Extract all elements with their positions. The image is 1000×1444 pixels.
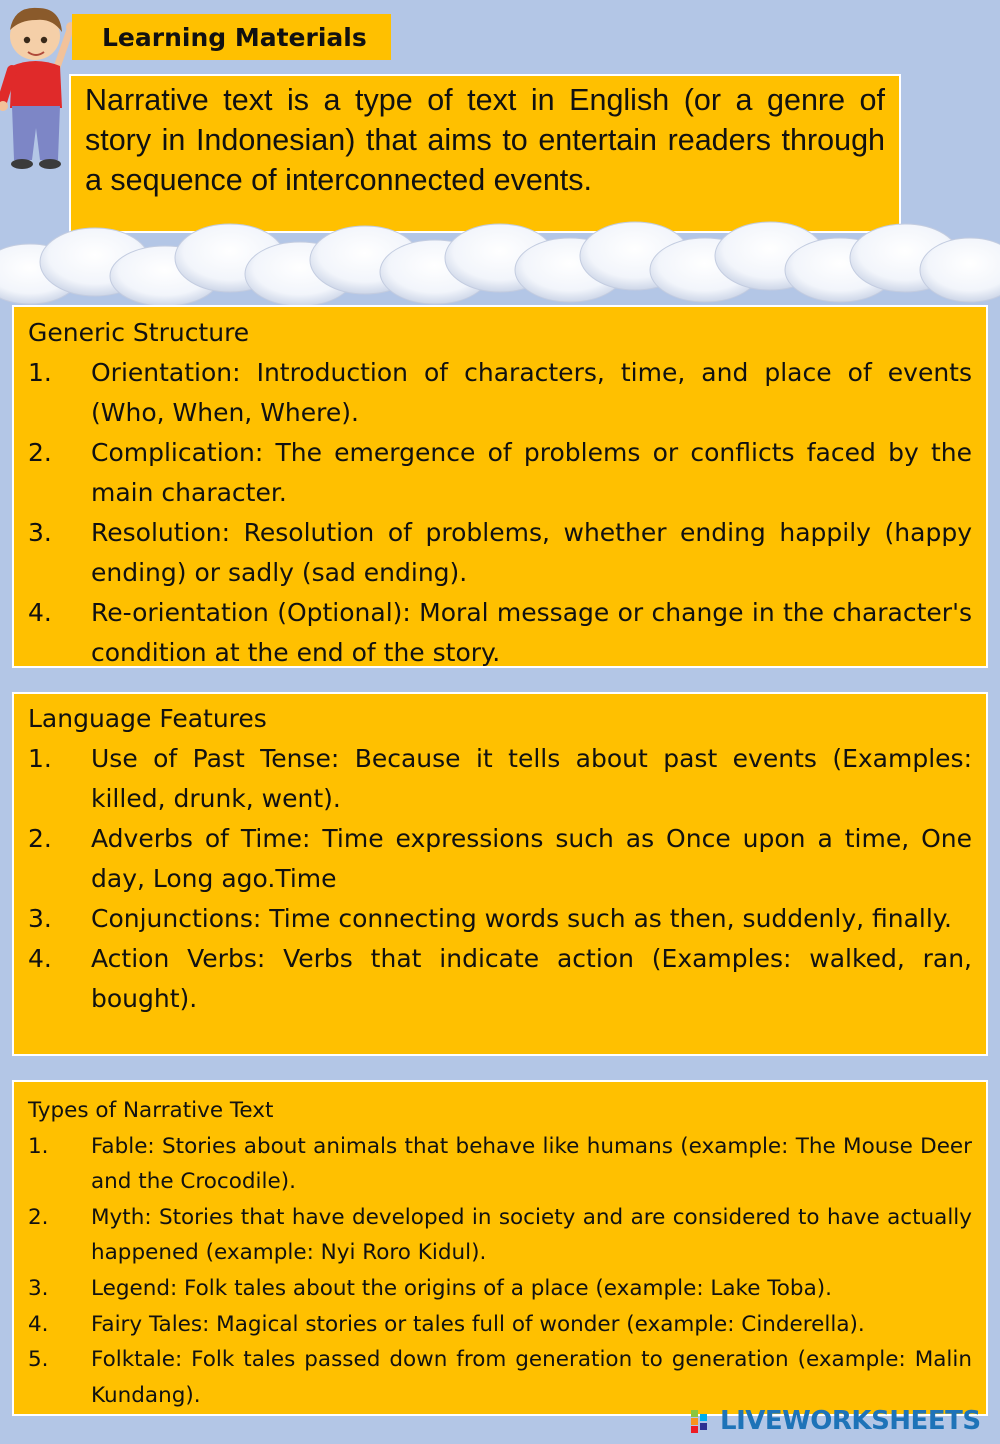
boy-illustration — [0, 0, 80, 172]
cloud-divider — [0, 212, 1000, 318]
item-number: 5. — [28, 1347, 49, 1373]
item-text: Folktale: Folk tales passed down from generation to generation (example: Malin Kundang). — [91, 1347, 972, 1408]
liveworksheets-logo[interactable] — [690, 1403, 995, 1439]
list-item — [28, 939, 972, 1019]
item-number: 4. — [28, 944, 52, 973]
item-text: Adverbs of Time: Time expressions such as Once upon a time, One day, Long ago.Time — [91, 824, 972, 893]
list-item — [28, 433, 972, 513]
list-item — [28, 513, 972, 593]
liveworksheets-logo-icon — [690, 1408, 716, 1434]
item-number: 2. — [28, 438, 52, 467]
item-text: Myth: Stories that have developed in society and are considered to have actually happened (example: Nyi Roro Kidul). — [91, 1204, 972, 1266]
item-text: Legend: Folk tales about the origins of a place (example: Lake Toba). — [91, 1275, 832, 1301]
list-item — [28, 353, 972, 433]
item-number: 4. — [28, 598, 52, 627]
types-box — [12, 1080, 988, 1416]
list-item — [28, 819, 972, 899]
page-title: Learning Materials — [102, 23, 367, 52]
logo-text: LIVEWORKSHEETS — [720, 1406, 981, 1436]
item-text: Conjunctions: Time connecting words such as then, suddenly, finally. — [91, 904, 952, 933]
item-text: Orientation: Introduction of characters, time, and place of events (Who, When, Where). — [91, 358, 972, 427]
item-number: 4. — [28, 1311, 49, 1337]
list-item — [28, 1271, 972, 1307]
item-number: 2. — [28, 1204, 49, 1230]
item-number: 3. — [28, 518, 52, 547]
language-features-box — [12, 692, 988, 1056]
language-features-heading: Language Features — [28, 704, 267, 733]
language-features-list — [28, 739, 972, 1019]
item-text: Re-orientation (Optional): Moral message or change in the character's condition at the end of the story. — [91, 598, 972, 667]
learning-materials-tag — [72, 14, 391, 60]
list-item — [28, 899, 972, 939]
list-item — [28, 739, 972, 819]
item-number: 1. — [28, 358, 52, 387]
list-item — [28, 1307, 972, 1343]
list-item — [28, 1129, 972, 1200]
item-number: 3. — [28, 1275, 49, 1301]
item-number: 1. — [28, 744, 52, 773]
item-text: Action Verbs: Verbs that indicate action (Examples: walked, ran, bought). — [91, 944, 972, 1013]
definition-box — [69, 74, 901, 233]
definition-text: Narrative text is a type of text in English (or a genre of story in Indonesian) that aims to entertain readers through a sequence of interconnected events. — [85, 83, 885, 197]
generic-structure-box — [12, 305, 988, 668]
item-text: Use of Past Tense: Because it tells about past events (Examples: killed, drunk, went). — [91, 744, 972, 813]
list-item — [28, 1200, 972, 1271]
generic-structure-list — [28, 353, 972, 673]
item-number: 3. — [28, 904, 52, 933]
types-heading: Types of Narrative Text — [28, 1098, 274, 1123]
item-text: Fairy Tales: Magical stories or tales full of wonder (example: Cinderella). — [91, 1311, 865, 1337]
item-text: Fable: Stories about animals that behave like humans (example: The Mouse Deer and the Crocodile). — [91, 1133, 972, 1195]
item-number: 2. — [28, 824, 52, 853]
item-text: Resolution: Resolution of problems, whether ending happily (happy ending) or sadly (sad ending). — [91, 518, 972, 587]
types-list — [28, 1129, 972, 1414]
list-item — [28, 593, 972, 673]
generic-structure-heading: Generic Structure — [28, 318, 250, 347]
item-number: 1. — [28, 1133, 49, 1159]
item-text: Complication: The emergence of problems or conflicts faced by the main character. — [91, 438, 972, 507]
